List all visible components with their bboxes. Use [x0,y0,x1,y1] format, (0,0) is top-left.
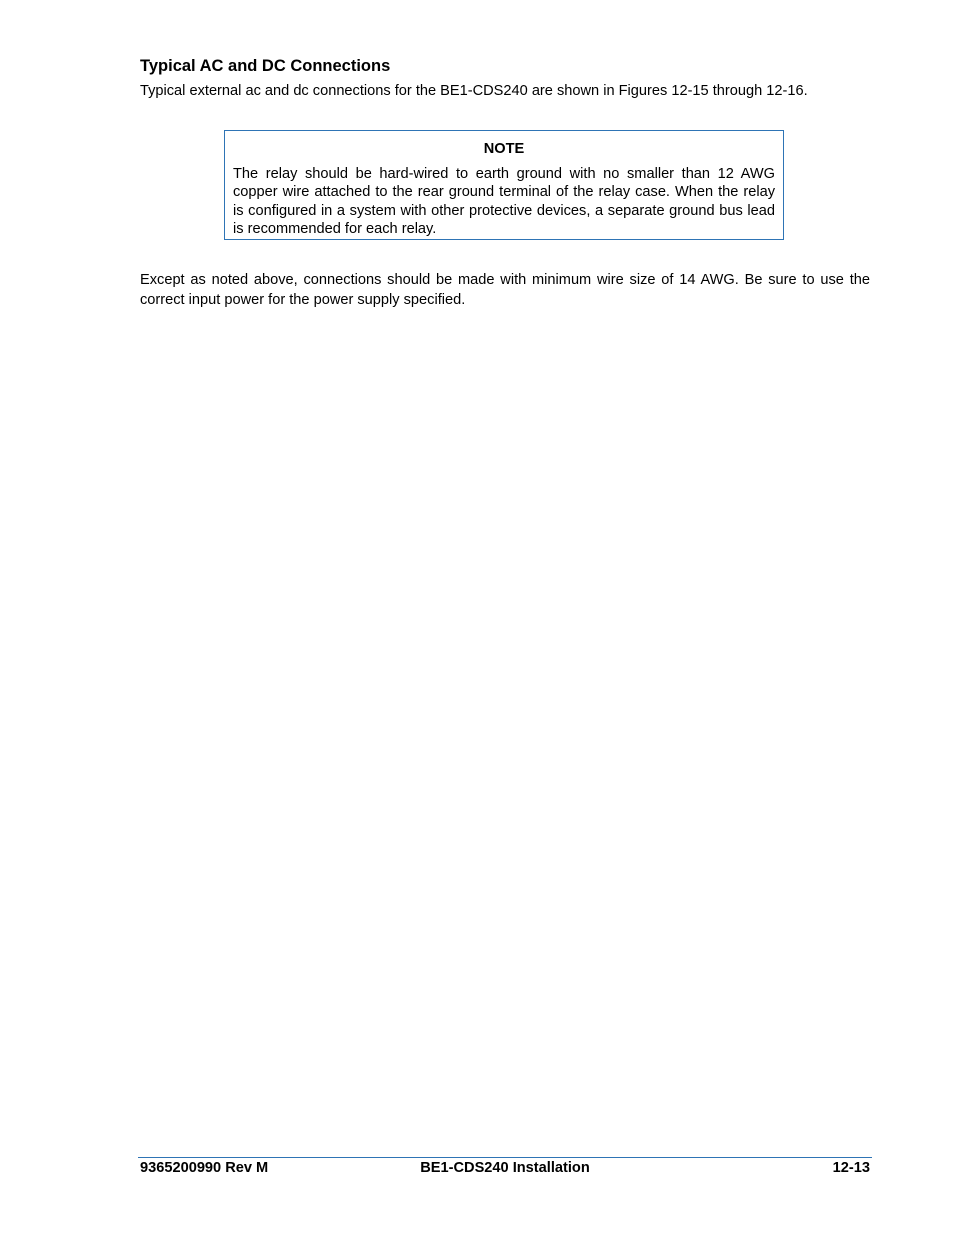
body-paragraph: Except as noted above, connections should be made with minimum wire size of 14 AWG. Be sure to use the correct input power for the power supply specified. [140,272,870,308]
section-heading: Typical AC and DC Connections [140,57,391,75]
footer-page-number: 12-13 [832,1160,870,1176]
footer-divider [138,1157,872,1158]
footer-title: BE1-CDS240 Installation [420,1160,590,1176]
page-footer [140,1160,870,1180]
footer-document-number: 9365200990 Rev M [140,1160,269,1176]
note-title: NOTE [483,141,525,157]
note-box [224,130,784,240]
intro-paragraph: Typical external ac and dc connections for the BE1-CDS240 are shown in Figures 12-15 through 12-16. [140,83,808,99]
note-body: The relay should be hard-wired to earth ground with no smaller than 12 AWG copper wire attached to the rear ground terminal of the relay case. When the relay is configured in a system with other protective devices, a separate ground bus lead is recommended for each relay. [233,166,775,237]
